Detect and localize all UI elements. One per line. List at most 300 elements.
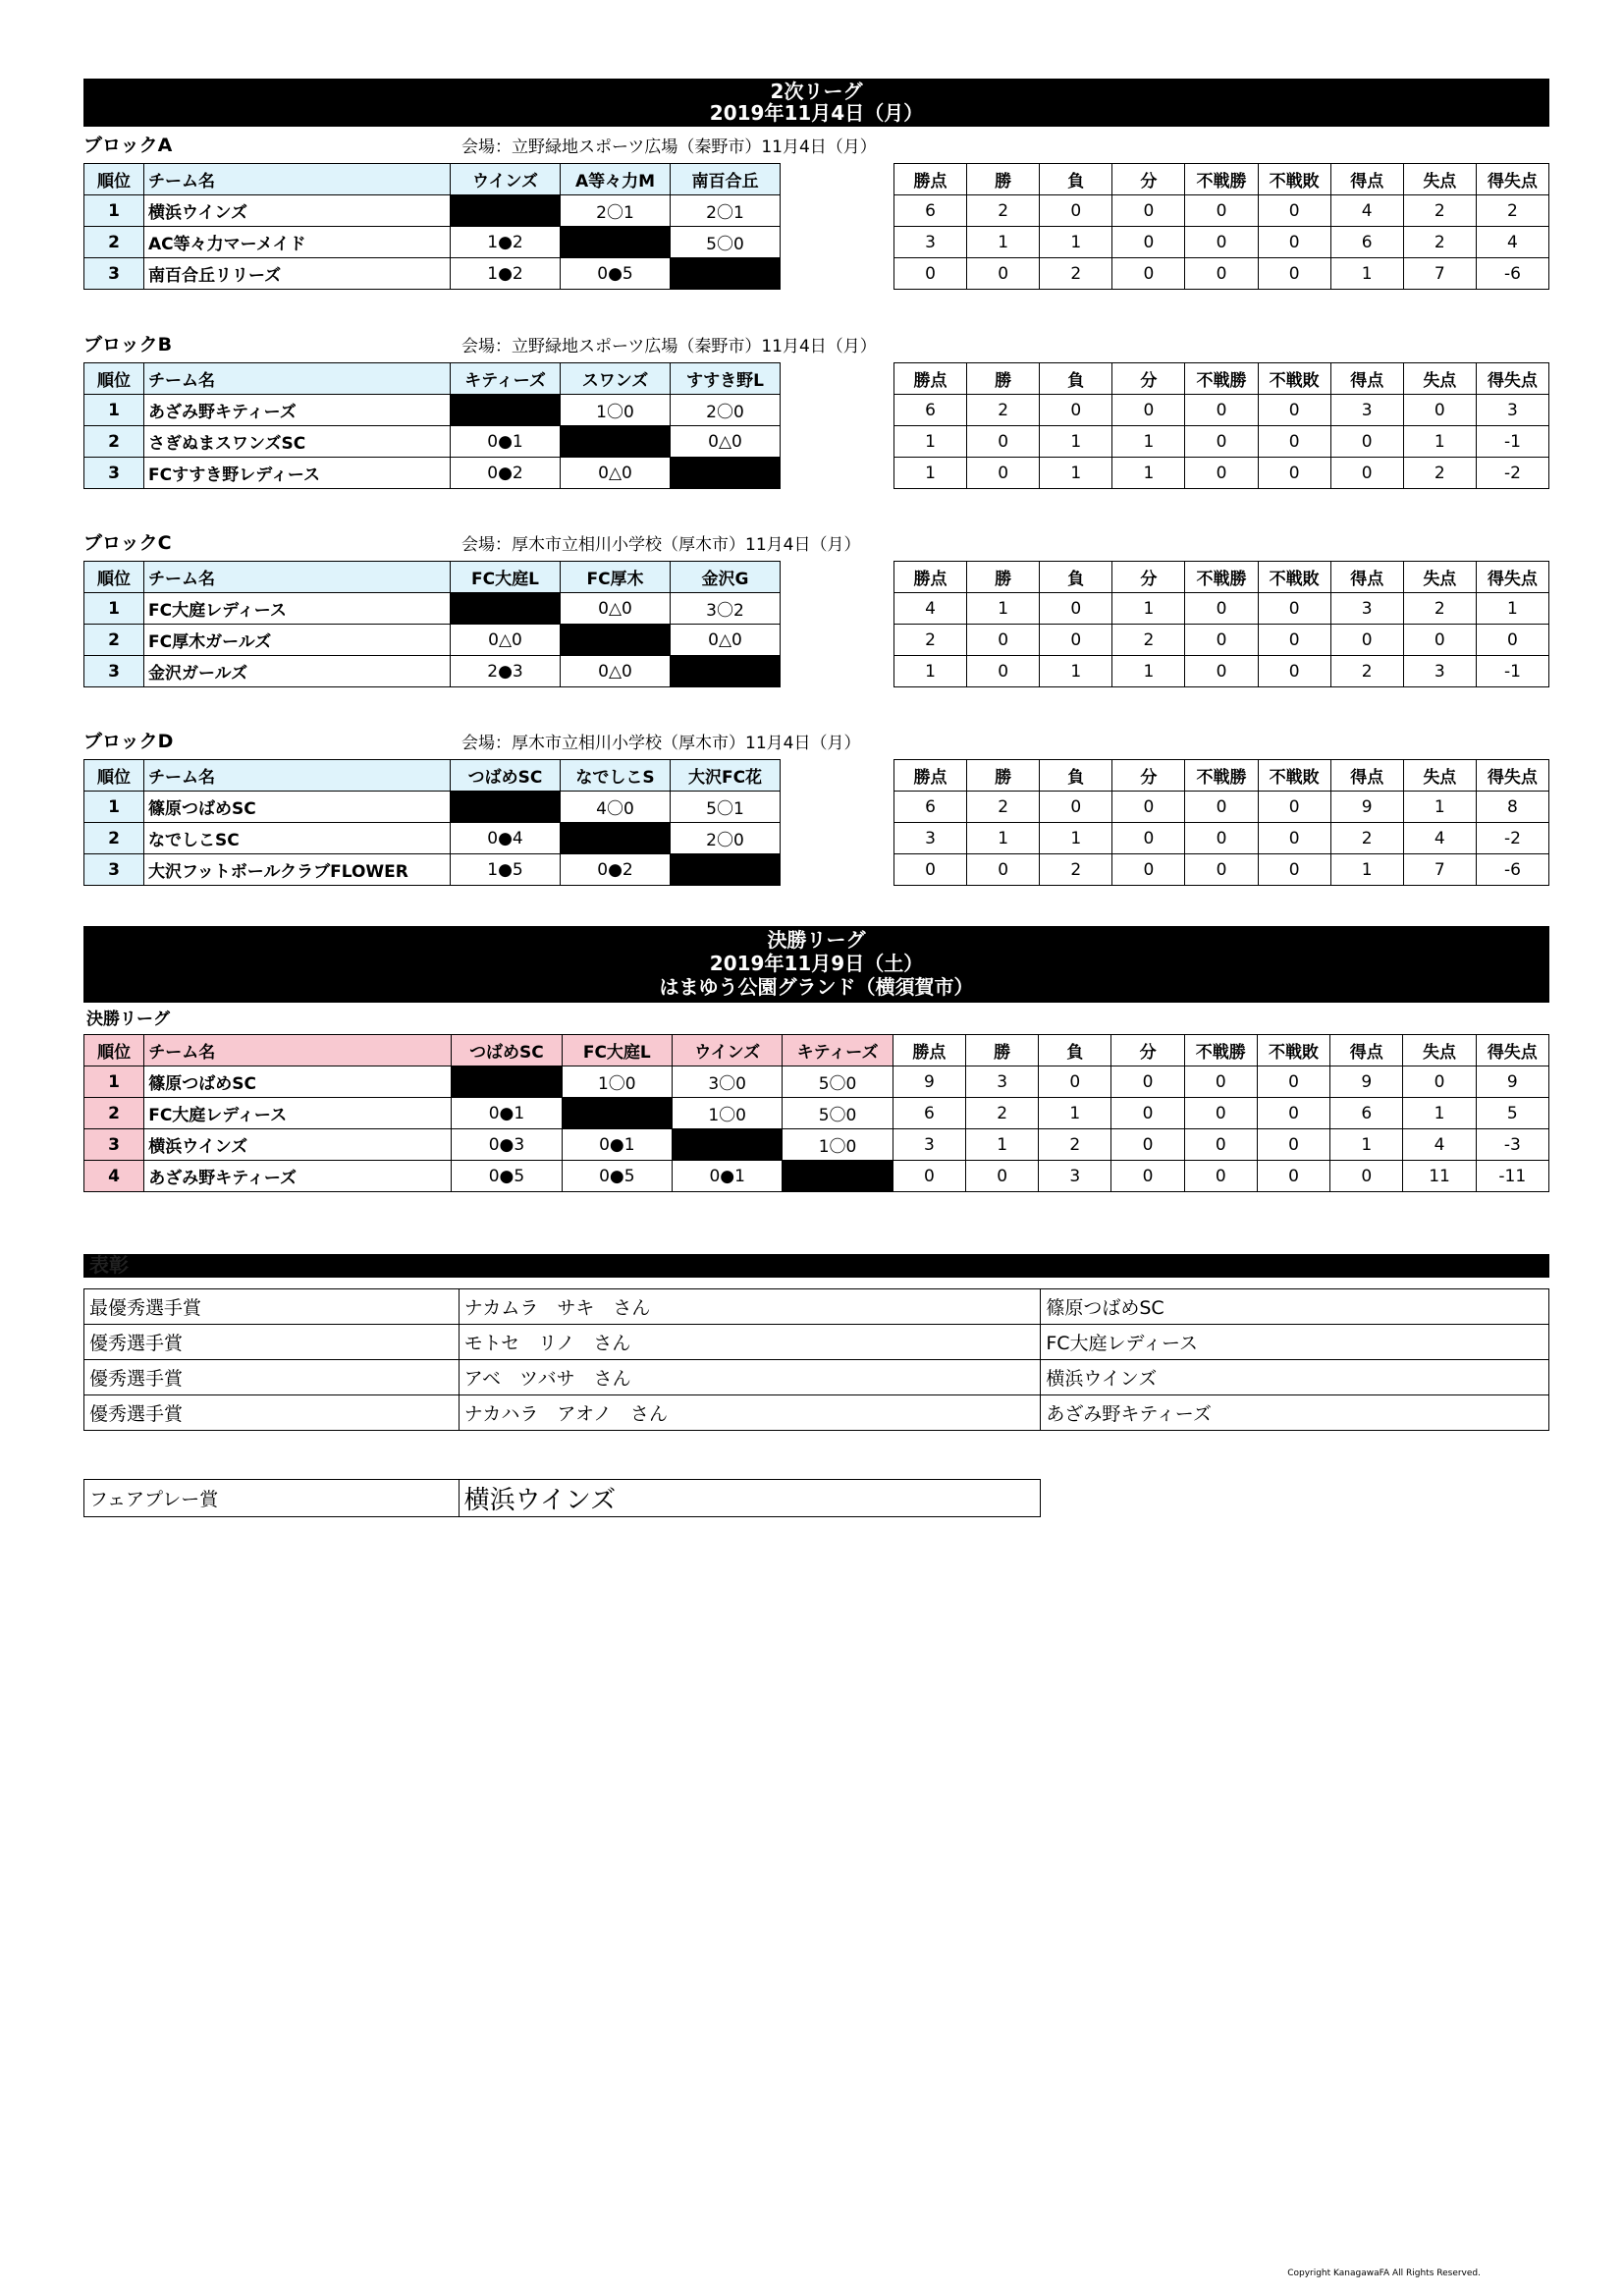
stat-value: 3	[1039, 1161, 1111, 1192]
stat-value: 2	[967, 395, 1040, 426]
stat-value: -2	[1476, 458, 1548, 489]
stat-header: 負	[1040, 562, 1112, 593]
match-result: 1●2	[451, 258, 561, 290]
stat-value: 2	[967, 792, 1040, 823]
stat-header: 不戦勝	[1184, 1035, 1257, 1066]
table-row	[84, 625, 781, 656]
rank-cell: 1	[84, 1066, 144, 1098]
self-match-cell	[562, 1098, 672, 1129]
stat-value: -6	[1476, 854, 1548, 886]
stat-value: 1	[967, 227, 1040, 258]
stat-value: 3	[894, 227, 967, 258]
rank-header: 順位	[84, 562, 144, 593]
rank-cell: 1	[84, 195, 144, 227]
table-row	[84, 1161, 1549, 1192]
match-result: 3〇0	[673, 1066, 783, 1098]
self-match-cell	[561, 625, 671, 656]
stat-value: 1	[1039, 1098, 1111, 1129]
match-result: 2●3	[451, 656, 561, 687]
stat-value: 3	[1330, 593, 1403, 625]
rank-cell: 1	[84, 593, 144, 625]
stat-value: 0	[1185, 258, 1258, 290]
stat-value: 2	[1403, 227, 1476, 258]
match-result: 0●1	[451, 426, 561, 458]
stat-value: 2	[1039, 1129, 1111, 1161]
stat-value: 1	[1040, 426, 1112, 458]
self-match-cell	[451, 593, 561, 625]
match-result: 1〇0	[673, 1098, 783, 1129]
opponent-header: ウインズ	[673, 1035, 783, 1066]
table-row	[84, 1066, 1549, 1098]
stat-value: 3	[893, 1129, 965, 1161]
final-league-venue: はまゆう公園グランド（横須賀市）	[659, 975, 974, 999]
stat-value: 0	[1185, 593, 1258, 625]
stat-header: 勝点	[893, 1035, 965, 1066]
stats-table	[893, 362, 1549, 489]
stats-row	[894, 258, 1549, 290]
stat-value: 0	[1111, 1098, 1184, 1129]
stat-value: 3	[1403, 656, 1476, 687]
stat-value: 7	[1403, 258, 1476, 290]
stat-value: 0	[894, 258, 967, 290]
player-name: ナカハラ アオノ さん	[459, 1395, 1041, 1431]
team-name: 横浜ウインズ	[144, 1129, 452, 1161]
stat-value: 2	[1403, 195, 1476, 227]
stat-value: 0	[1185, 458, 1258, 489]
match-result: 0△0	[561, 593, 671, 625]
match-result: 0●2	[451, 458, 561, 489]
stat-value: 9	[1330, 1066, 1403, 1098]
stat-value: 0	[1040, 625, 1112, 656]
stats-row	[894, 854, 1549, 886]
opponent-header: つばめSC	[452, 1035, 562, 1066]
stat-value: 0	[1258, 625, 1330, 656]
block-title: ブロックC	[83, 532, 172, 554]
stat-value: 6	[1330, 1098, 1403, 1129]
stat-value: 0	[1111, 1161, 1184, 1192]
stat-header: 負	[1040, 363, 1112, 395]
block-venue: 会場：立野緑地スポーツ広場（秦野市）11月4日（月）	[461, 137, 877, 157]
stat-header: 失点	[1403, 760, 1476, 792]
awards-header	[83, 1254, 1549, 1278]
match-result: 0●4	[451, 823, 561, 854]
match-result: 0●5	[562, 1161, 672, 1192]
stat-value: 4	[1330, 195, 1403, 227]
match-result: 1〇0	[561, 395, 671, 426]
self-match-cell	[671, 656, 781, 687]
stat-value: 0	[967, 258, 1040, 290]
stat-value: 0	[1112, 258, 1185, 290]
stat-value: 0	[1258, 258, 1330, 290]
stat-value: 1	[967, 823, 1040, 854]
team-name: 篠原つばめSC	[144, 1066, 452, 1098]
match-result: 0△0	[671, 625, 781, 656]
stat-value: 3	[1330, 395, 1403, 426]
match-result: 3〇2	[671, 593, 781, 625]
stat-value: 0	[1258, 426, 1330, 458]
stat-value: 3	[894, 823, 967, 854]
second-league-date: 2019年11月4日（月）	[709, 101, 924, 125]
stat-value: 0	[1258, 792, 1330, 823]
stat-header: 負	[1040, 760, 1112, 792]
award-row	[84, 1395, 1549, 1431]
match-result: 0●2	[561, 854, 671, 886]
rank-header: 順位	[84, 363, 144, 395]
opponent-header: すすき野L	[671, 363, 781, 395]
stat-value: 0	[1258, 593, 1330, 625]
stat-value: 0	[1330, 458, 1403, 489]
table-row	[84, 395, 781, 426]
block-title: ブロックB	[83, 334, 173, 355]
results-table	[83, 163, 781, 290]
stat-value: -11	[1476, 1161, 1548, 1192]
award-row	[84, 1325, 1549, 1360]
stat-value: 6	[894, 195, 967, 227]
stat-header: 不戦敗	[1257, 1035, 1329, 1066]
team-name: なでしこSC	[144, 823, 451, 854]
stat-header: 得点	[1330, 363, 1403, 395]
self-match-cell	[451, 395, 561, 426]
stats-row	[894, 426, 1549, 458]
stat-value: 0	[1112, 195, 1185, 227]
player-team: あざみ野キティーズ	[1041, 1395, 1549, 1431]
team-name: あざみ野キティーズ	[144, 395, 451, 426]
stat-value: 0	[967, 854, 1040, 886]
team-header: チーム名	[144, 363, 451, 395]
match-result: 1〇0	[562, 1066, 672, 1098]
player-team: FC大庭レディース	[1041, 1325, 1549, 1360]
stat-header: 分	[1112, 363, 1185, 395]
stat-value: 2	[1040, 854, 1112, 886]
stat-header: 得失点	[1476, 760, 1548, 792]
table-row	[84, 258, 781, 290]
stat-value: 1	[1112, 426, 1185, 458]
stat-header: 勝点	[894, 760, 967, 792]
stats-row	[894, 792, 1549, 823]
team-name: 大沢フットボールクラブFLOWER	[144, 854, 451, 886]
opponent-header: なでしこS	[561, 760, 671, 792]
match-result: 0●3	[452, 1129, 562, 1161]
stat-value: 0	[1258, 195, 1330, 227]
stat-value: 2	[965, 1098, 1038, 1129]
table-row	[84, 593, 781, 625]
stat-value: 0	[1185, 625, 1258, 656]
stat-header: 失点	[1403, 164, 1476, 195]
self-match-cell	[452, 1066, 562, 1098]
stats-row	[894, 656, 1549, 687]
award-name: 優秀選手賞	[84, 1325, 460, 1360]
stat-value: 2	[1403, 593, 1476, 625]
stat-value: 0	[1040, 195, 1112, 227]
stat-value: 0	[1258, 227, 1330, 258]
stat-value: 4	[1476, 227, 1548, 258]
stat-header: 分	[1112, 164, 1185, 195]
stats-row	[894, 227, 1549, 258]
stat-header: 勝点	[894, 164, 967, 195]
self-match-cell	[451, 195, 561, 227]
second-league-header	[83, 79, 1549, 127]
rank-cell: 1	[84, 395, 144, 426]
stats-table	[893, 759, 1549, 886]
rank-cell: 3	[84, 656, 144, 687]
stat-value: 0	[1184, 1098, 1257, 1129]
stat-header: 得点	[1330, 164, 1403, 195]
stat-header: 分	[1112, 760, 1185, 792]
stat-value: 1	[1112, 458, 1185, 489]
stat-value: -2	[1476, 823, 1548, 854]
stat-value: 0	[1257, 1161, 1329, 1192]
table-row	[84, 426, 781, 458]
stat-value: 0	[1476, 625, 1548, 656]
rank-cell: 3	[84, 458, 144, 489]
stat-value: 0	[1257, 1098, 1329, 1129]
rank-cell: 3	[84, 854, 144, 886]
stat-value: 0	[967, 656, 1040, 687]
results-table	[83, 759, 781, 886]
stat-value: 1	[894, 458, 967, 489]
stat-value: 1	[1040, 458, 1112, 489]
stat-value: 0	[1185, 195, 1258, 227]
player-name: モトセ リノ さん	[459, 1325, 1041, 1360]
stat-value: 0	[1112, 227, 1185, 258]
self-match-cell	[673, 1129, 783, 1161]
stat-header: 得失点	[1476, 1035, 1548, 1066]
stat-value: 0	[1258, 656, 1330, 687]
stat-value: 0	[1403, 625, 1476, 656]
rank-cell: 1	[84, 792, 144, 823]
stat-value: 9	[1330, 792, 1403, 823]
rank-cell: 4	[84, 1161, 144, 1192]
stat-value: 0	[965, 1161, 1038, 1192]
stat-value: 0	[893, 1161, 965, 1192]
opponent-header: スワンズ	[561, 363, 671, 395]
stat-header: 得点	[1330, 760, 1403, 792]
fairplay-team: 横浜ウインズ	[459, 1480, 1040, 1517]
stat-value: 1	[967, 593, 1040, 625]
stats-table	[893, 163, 1549, 290]
stat-header: 不戦敗	[1258, 760, 1330, 792]
stat-value: 0	[1258, 458, 1330, 489]
block-c	[83, 528, 1549, 725]
stat-header: 負	[1040, 164, 1112, 195]
team-name: 金沢ガールズ	[144, 656, 451, 687]
stat-value: 0	[1258, 854, 1330, 886]
player-name: ナカムラ サキ さん	[459, 1289, 1041, 1325]
table-row	[84, 1098, 1549, 1129]
opponent-header: FC大庭L	[451, 562, 561, 593]
stats-row	[894, 823, 1549, 854]
stat-value: 3	[1476, 395, 1548, 426]
stat-value: 0	[1257, 1066, 1329, 1098]
stat-value: 0	[894, 854, 967, 886]
stat-value: 0	[1403, 1066, 1476, 1098]
match-result: 0●5	[452, 1161, 562, 1192]
stat-value: -3	[1476, 1129, 1548, 1161]
final-league-label: 決勝リーグ	[86, 1010, 170, 1029]
results-table	[83, 561, 781, 687]
fairplay-table	[83, 1479, 1041, 1517]
team-header: チーム名	[144, 562, 451, 593]
stats-row	[894, 458, 1549, 489]
stat-value: 4	[1403, 1129, 1476, 1161]
stat-value: -6	[1476, 258, 1548, 290]
match-result: 2〇0	[671, 395, 781, 426]
stat-value: 1	[1330, 258, 1403, 290]
match-result: 0△0	[671, 426, 781, 458]
opponent-header: 大沢FC花	[671, 760, 781, 792]
stat-header: 不戦勝	[1185, 562, 1258, 593]
stat-value: 0	[1330, 426, 1403, 458]
stat-value: 4	[1403, 823, 1476, 854]
team-name: FC大庭レディース	[144, 1098, 452, 1129]
self-match-cell	[671, 458, 781, 489]
match-result: 0●1	[562, 1129, 672, 1161]
final-league-table	[83, 1034, 1549, 1192]
match-result: 0●1	[673, 1161, 783, 1192]
stat-value: 0	[1330, 625, 1403, 656]
block-venue: 会場：厚木市立相川小学校（厚木市）11月4日（月）	[461, 535, 861, 555]
stat-value: 2	[1330, 823, 1403, 854]
stats-table	[893, 561, 1549, 687]
rank-cell: 2	[84, 823, 144, 854]
player-team: 横浜ウインズ	[1041, 1360, 1549, 1395]
stat-header: 失点	[1403, 562, 1476, 593]
stat-value: 1	[1403, 792, 1476, 823]
stats-row	[894, 395, 1549, 426]
stat-value: 6	[1330, 227, 1403, 258]
team-header: チーム名	[144, 164, 451, 195]
opponent-header: 南百合丘	[671, 164, 781, 195]
award-name: 最優秀選手賞	[84, 1289, 460, 1325]
stats-row	[894, 195, 1549, 227]
stat-value: -1	[1476, 426, 1548, 458]
stat-value: 2	[967, 195, 1040, 227]
stat-value: 0	[967, 458, 1040, 489]
team-name: FCすすき野レディース	[144, 458, 451, 489]
stat-value: 0	[1111, 1066, 1184, 1098]
rank-cell: 2	[84, 1098, 144, 1129]
stats-row	[894, 593, 1549, 625]
rank-header: 順位	[84, 760, 144, 792]
final-league-header	[83, 926, 1549, 1003]
stat-value: 1	[1112, 593, 1185, 625]
copyright: Copyright KanagawaFA All Rights Reserved.	[1287, 2269, 1481, 2278]
stat-value: 6	[894, 792, 967, 823]
stat-value: 0	[1184, 1066, 1257, 1098]
stat-header: 不戦勝	[1185, 760, 1258, 792]
block-d	[83, 727, 1549, 923]
stat-header: 分	[1112, 562, 1185, 593]
stat-value: 1	[1403, 426, 1476, 458]
block-title: ブロックA	[83, 135, 173, 156]
stat-value: 2	[1476, 195, 1548, 227]
stat-value: 0	[967, 426, 1040, 458]
rank-cell: 2	[84, 625, 144, 656]
table-row	[84, 227, 781, 258]
opponent-header: 金沢G	[671, 562, 781, 593]
stat-value: 0	[1112, 395, 1185, 426]
self-match-cell	[451, 792, 561, 823]
stat-value: 1	[894, 426, 967, 458]
team-name: さぎぬまスワンズSC	[144, 426, 451, 458]
stat-value: 0	[1185, 656, 1258, 687]
opponent-header: FC大庭L	[562, 1035, 672, 1066]
team-name: 篠原つばめSC	[144, 792, 451, 823]
match-result: 0△0	[561, 656, 671, 687]
stat-header: 得点	[1330, 1035, 1403, 1066]
stat-value: 2	[1040, 258, 1112, 290]
stat-value: 0	[1185, 823, 1258, 854]
match-result: 2〇1	[561, 195, 671, 227]
stat-value: 0	[1185, 426, 1258, 458]
stat-value: 1	[894, 656, 967, 687]
rank-header: 順位	[84, 164, 144, 195]
stat-header: 失点	[1403, 363, 1476, 395]
stat-value: 0	[1111, 1129, 1184, 1161]
stat-value: 3	[965, 1066, 1038, 1098]
stat-value: 0	[1040, 792, 1112, 823]
player-team: 篠原つばめSC	[1041, 1289, 1549, 1325]
opponent-header: キティーズ	[451, 363, 561, 395]
stat-value: 1	[1040, 656, 1112, 687]
stat-value: 1	[1330, 1129, 1403, 1161]
stat-value: 1	[965, 1129, 1038, 1161]
match-result: 1〇0	[783, 1129, 893, 1161]
match-result: 0△0	[451, 625, 561, 656]
self-match-cell	[671, 258, 781, 290]
stat-value: 0	[1185, 227, 1258, 258]
stat-value: 0	[1185, 854, 1258, 886]
stats-row	[894, 625, 1549, 656]
team-header: チーム名	[144, 760, 451, 792]
table-row	[84, 823, 781, 854]
award-name: 優秀選手賞	[84, 1360, 460, 1395]
rank-header: 順位	[84, 1035, 144, 1066]
final-league-title: 決勝リーグ	[767, 928, 866, 952]
stat-value: 9	[893, 1066, 965, 1098]
match-result: 1●5	[451, 854, 561, 886]
block-a	[83, 131, 1549, 327]
rank-cell: 2	[84, 227, 144, 258]
block-venue: 会場：立野緑地スポーツ広場（秦野市）11月4日（月）	[461, 337, 877, 356]
stat-value: 0	[1112, 854, 1185, 886]
stat-value: 11	[1403, 1161, 1476, 1192]
stat-value: 0	[1112, 823, 1185, 854]
stat-value: 5	[1476, 1098, 1548, 1129]
table-row	[84, 656, 781, 687]
table-row	[84, 458, 781, 489]
stat-header: 勝点	[894, 562, 967, 593]
stat-value: 2	[1330, 656, 1403, 687]
stat-value: 1	[1476, 593, 1548, 625]
stat-header: 得失点	[1476, 164, 1548, 195]
self-match-cell	[671, 854, 781, 886]
table-row	[84, 854, 781, 886]
stat-header: 得点	[1330, 562, 1403, 593]
match-result: 0△0	[561, 458, 671, 489]
table-row	[84, 792, 781, 823]
match-result: 2〇0	[671, 823, 781, 854]
award-row	[84, 1360, 1549, 1395]
award-name: 優秀選手賞	[84, 1395, 460, 1431]
stat-value: 0	[1112, 792, 1185, 823]
stat-value: 0	[967, 625, 1040, 656]
stat-value: 0	[1185, 792, 1258, 823]
stat-value: 1	[1112, 656, 1185, 687]
stat-header: 勝点	[894, 363, 967, 395]
stat-header: 不戦敗	[1258, 562, 1330, 593]
block-venue: 会場：厚木市立相川小学校（厚木市）11月4日（月）	[461, 734, 861, 753]
